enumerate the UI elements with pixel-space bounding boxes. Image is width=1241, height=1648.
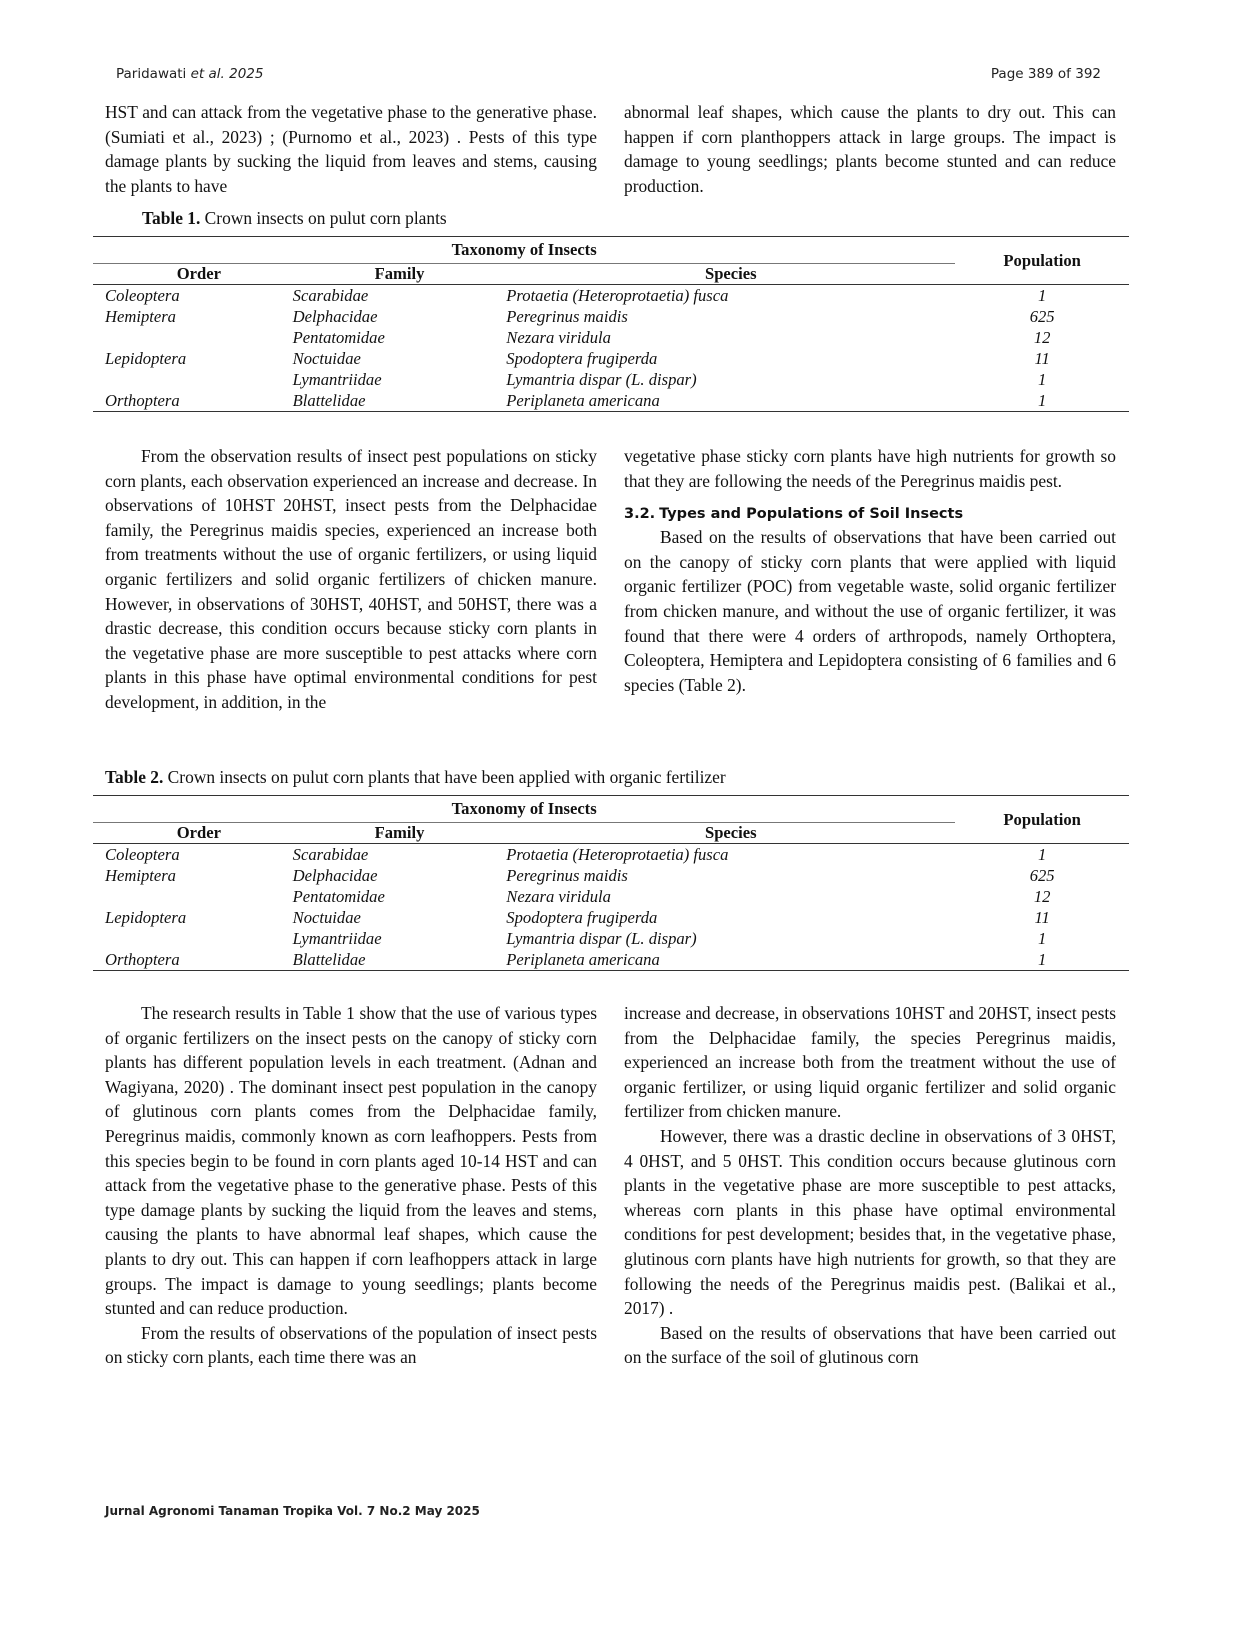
block3-left-column xyxy=(105,1001,597,1370)
table2-caption xyxy=(105,767,726,788)
block2-right-column xyxy=(624,444,1116,697)
order-cell: Coleoptera xyxy=(105,845,180,864)
journal-footer: Jurnal Agronomi Tanaman Tropika Vol. 7 No.2 May 2025 xyxy=(105,1504,480,1518)
paragraph: However, there was a drastic decline in observations of 3 0HST, 4 0HST, and 5 0HST. This condition occurs because glutinous corn plants in the vegetative phase are more susceptible to pest attacks, whereas corn plants in this phase have optimal environmental conditions for pest development; besides that, in the vegetative phase, glutinous corn plants have high nutrients for growth, so that they are following the needs of the Peregrinus maidis pest. (Balikai et al., 2017) . xyxy=(624,1125,1116,1319)
table1 xyxy=(93,236,1129,412)
population-cell: 1 xyxy=(1037,370,1047,389)
table-row xyxy=(93,886,1129,907)
paragraph: increase and decrease, in observations 10HST and 20HST, insect pests from the Delphacidae family, the species Peregrinus maidis, experienced an increase both from the treatment without the use of organic fertilizer, or using liquid organic fertilizer and solid organic fertilizer from chicken manure. xyxy=(624,1003,1116,1122)
table-row xyxy=(93,306,1129,327)
family-cell: Scarabidae xyxy=(292,845,369,864)
population-cell: 625 xyxy=(1029,307,1055,326)
family-cell: Lymantriidae xyxy=(292,370,382,389)
table-row xyxy=(93,949,1129,971)
table-row xyxy=(93,928,1129,949)
table1-header-species: Species xyxy=(506,264,955,285)
family-cell: Pentatomidae xyxy=(292,887,385,906)
order-cell: Orthoptera xyxy=(93,390,293,412)
paragraph: The research results in Table 1 show that the use of various types of organic fertilizers on the insect pests on the canopy of sticky corn plants has different population levels in each treatment. (Adnan and Wagiyana, 2020) . The dominant insect pest population in the canopy of glutinous corn plants comes from the Delphacidae family, Peregrinus maidis, commonly known as corn leafhoppers. Pests from this species begin to be found in corn plants aged 10-14 HST and can attack from the vegetative phase to the generative phase. Pests of this type damage plants by sucking the liquid from the leaves and stems, causing the plants to have abnormal leaf shapes, which cause the plants to dry out. This can happen if corn leafhoppers attack in large groups. The impact is damage to young seedlings; plants become stunted and can reduce production. xyxy=(105,1003,597,1319)
table2-caption-label: Table 2. xyxy=(105,767,164,787)
species-cell: Nezara viridula xyxy=(506,328,611,347)
species-cell: Lymantria dispar (L. dispar) xyxy=(506,929,697,948)
species-cell: Peregrinus maidis xyxy=(506,866,628,885)
population-cell: 1 xyxy=(1037,929,1047,948)
order-cell xyxy=(93,327,293,348)
block3-right-column xyxy=(624,1001,1116,1370)
block1-right-column xyxy=(624,100,1116,198)
order-cell: Coleoptera xyxy=(105,286,180,305)
order-cell xyxy=(93,928,293,949)
table1-header-population: Population xyxy=(955,237,1129,285)
table-row xyxy=(93,369,1129,390)
population-cell: 12 xyxy=(1033,887,1051,906)
paragraph: Based on the results of observations that have been carried out on the surface of the soil of glutinous corn xyxy=(624,1322,1116,1368)
table1-caption-label: Table 1. xyxy=(142,208,201,228)
block2-left-column xyxy=(105,444,597,715)
table-row xyxy=(93,844,1129,866)
paragraph: abnormal leaf shapes, which cause the plants to dry out. This can happen if corn planthoppers attack in large groups. The impact is damage to young seedlings; plants become stunted and can reduce production. xyxy=(624,102,1116,196)
order-cell: Hemiptera xyxy=(105,866,176,885)
table2-caption-text: Crown insects on pulut corn plants that have been applied with organic fertilizer xyxy=(167,767,726,787)
order-cell xyxy=(93,886,293,907)
population-cell: 11 xyxy=(1034,349,1050,368)
table-row xyxy=(93,348,1129,369)
family-cell: Delphacidae xyxy=(292,866,378,885)
family-cell: Scarabidae xyxy=(292,286,369,305)
population-cell: 1 xyxy=(955,390,1129,412)
section-number: 3.2. xyxy=(624,506,656,523)
species-cell: Protaetia (Heteroprotaetia) fusca xyxy=(506,286,729,305)
table2-header-taxonomy: Taxonomy of Insects xyxy=(93,796,955,823)
header-author: Paridawati xyxy=(116,66,187,82)
order-cell: Lepidoptera xyxy=(105,349,187,368)
section-title: Types and Populations of Soil Insects xyxy=(659,506,964,523)
table-row xyxy=(93,907,1129,928)
species-cell: Lymantria dispar (L. dispar) xyxy=(506,370,697,389)
table1-header-order: Order xyxy=(93,264,293,285)
population-cell: 625 xyxy=(1029,866,1055,885)
family-cell: Lymantriidae xyxy=(292,929,382,948)
order-cell: Hemiptera xyxy=(105,307,176,326)
table-row xyxy=(93,327,1129,348)
table-row xyxy=(93,285,1129,307)
family-cell: Delphacidae xyxy=(292,307,378,326)
paragraph: From the observation results of insect pest populations on sticky corn plants, each observation experienced an increase and decrease. In observations of 10HST 20HST, insect pests from the Delphacidae family, the Peregrinus maidis species, experienced an increase both from treatments without the use of organic fertilizers, or using liquid organic fertilizers and solid organic fertilizers of chicken manure. However, in observations of 30HST, 40HST, and 50HST, there was a drastic decrease, this condition occurs because sticky corn plants in the vegetative phase are more susceptible to pest attacks where corn plants in this phase have optimal environmental conditions for pest development, in addition, in the xyxy=(105,446,597,712)
table2-header-population: Population xyxy=(955,796,1129,844)
order-cell xyxy=(93,369,293,390)
species-cell: Protaetia (Heteroprotaetia) fusca xyxy=(506,845,729,864)
species-cell: Peregrinus maidis xyxy=(506,307,628,326)
table-row xyxy=(93,390,1129,412)
family-cell: Blattelidae xyxy=(293,949,507,971)
running-header-page: Page 389 of 392 xyxy=(990,66,1101,82)
family-cell: Pentatomidae xyxy=(292,328,385,347)
section-heading xyxy=(624,503,1116,525)
order-cell: Orthoptera xyxy=(93,949,293,971)
species-cell: Nezara viridula xyxy=(506,887,611,906)
running-header-authors xyxy=(116,66,263,82)
table2-header-species: Species xyxy=(506,823,955,844)
table1-caption xyxy=(142,208,447,229)
species-cell: Spodoptera frugiperda xyxy=(506,908,658,927)
paragraph: HST and can attack from the vegetative phase to the generative phase. (Sumiati et al., 2023) ; (Purnomo et al., 2023) . Pests of this type damage plants by sucking the liquid from leaves and stems, causing the plants to have xyxy=(105,102,597,196)
population-cell: 11 xyxy=(1034,908,1050,927)
header-etal-year: et al. 2025 xyxy=(190,66,264,82)
table2-header-order: Order xyxy=(93,823,293,844)
paragraph: Based on the results of observations that have been carried out on the canopy of sticky corn plants that were applied with liquid organic fertilizer (POC) from vegetable waste, solid organic fertilizer from chicken manure, and without the use of organic fertilizer, it was found that there were 4 orders of arthropods, namely Orthoptera, Coleoptera, Hemiptera and Lepidoptera consisting of 6 families and 6 species (Table 2). xyxy=(624,527,1116,695)
table2-header-family: Family xyxy=(293,823,507,844)
population-cell: 1 xyxy=(955,949,1129,971)
table-row xyxy=(93,865,1129,886)
block1-left-column xyxy=(105,100,597,198)
species-cell: Periplaneta americana xyxy=(506,949,955,971)
order-cell: Lepidoptera xyxy=(105,908,187,927)
paragraph: vegetative phase sticky corn plants have high nutrients for growth so that they are following the needs of the Peregrinus maidis pest. xyxy=(624,446,1116,491)
population-cell: 1 xyxy=(1037,286,1047,305)
table2 xyxy=(93,795,1129,971)
family-cell: Noctuidae xyxy=(292,349,361,368)
population-cell: 12 xyxy=(1033,328,1051,347)
species-cell: Spodoptera frugiperda xyxy=(506,349,658,368)
table1-header-taxonomy: Taxonomy of Insects xyxy=(93,237,955,264)
table1-caption-text: Crown insects on pulut corn plants xyxy=(204,208,447,228)
table1-header-family: Family xyxy=(293,264,507,285)
family-cell: Noctuidae xyxy=(292,908,361,927)
population-cell: 1 xyxy=(1037,845,1047,864)
family-cell: Blattelidae xyxy=(293,390,507,412)
species-cell: Periplaneta americana xyxy=(506,390,955,412)
paragraph: From the results of observations of the population of insect pests on sticky corn plants, each time there was an xyxy=(105,1322,597,1368)
